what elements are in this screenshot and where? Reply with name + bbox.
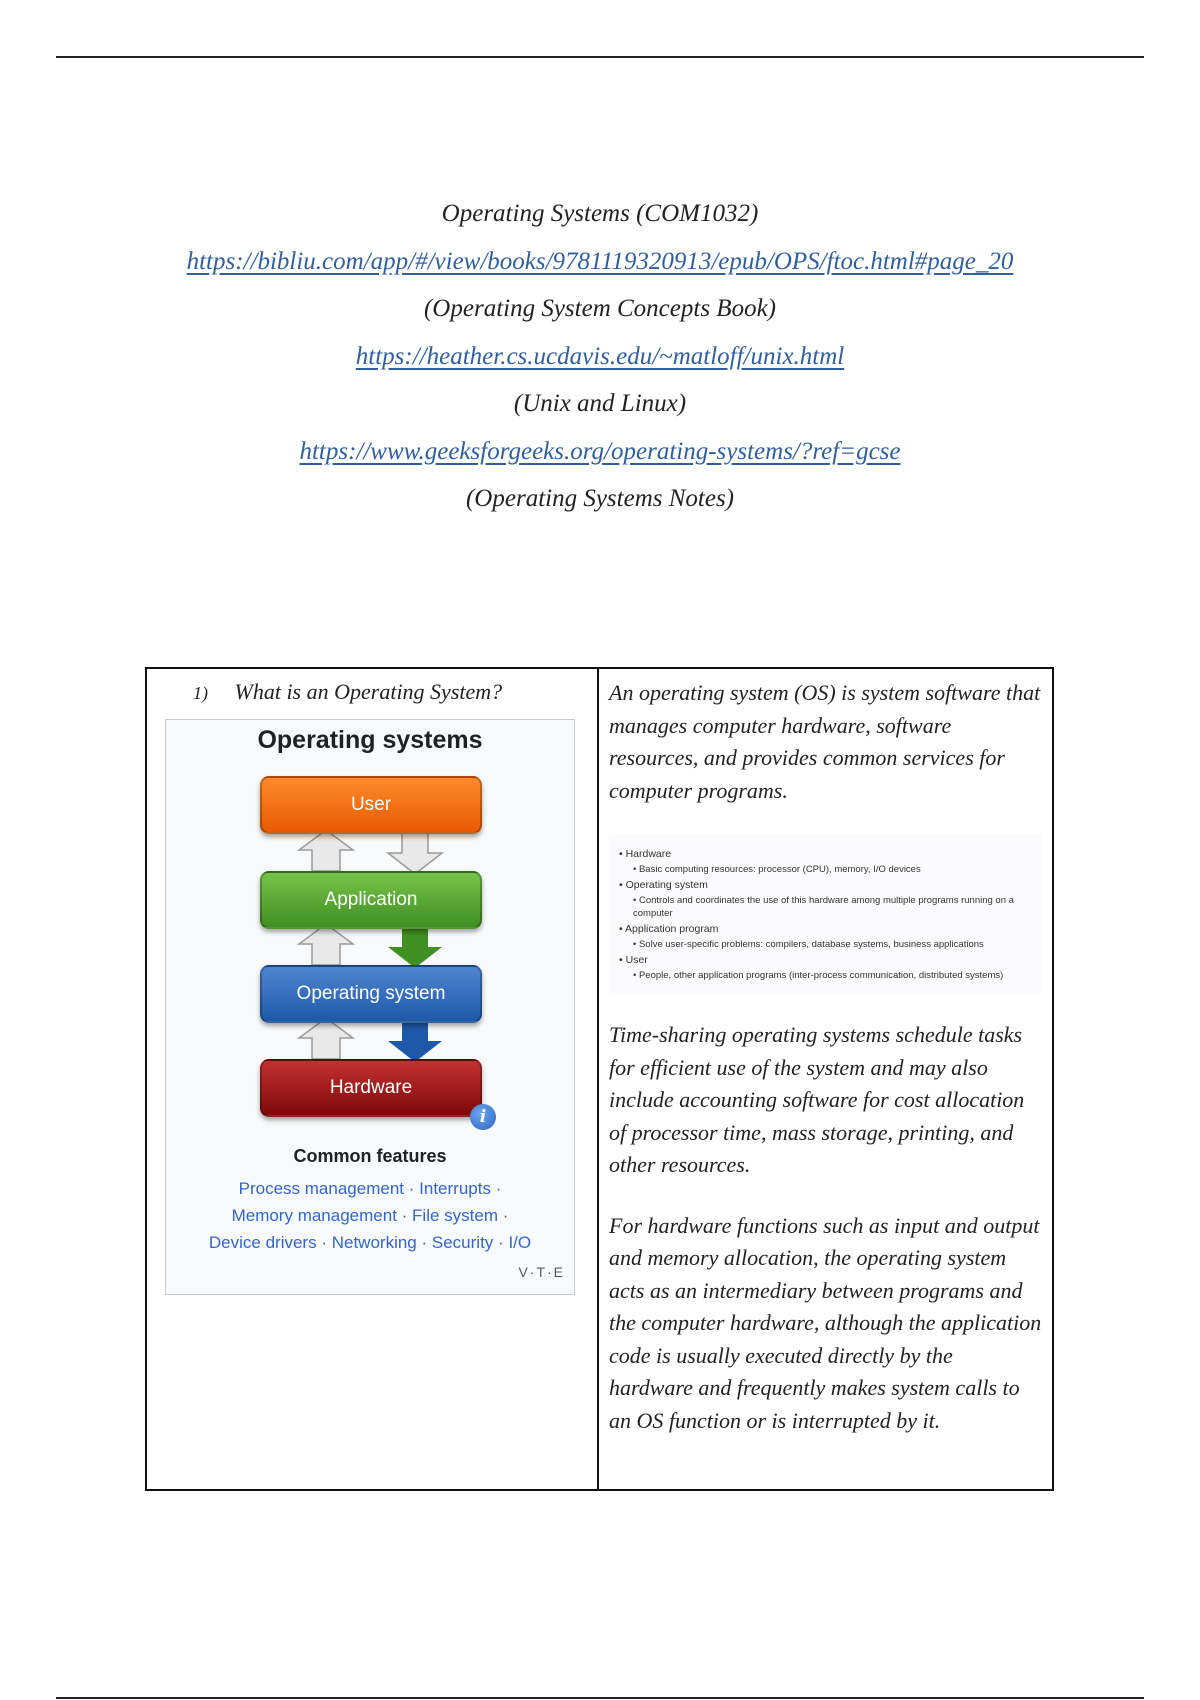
slide-sub-bullet: • Solve user-specific problems: compilers, database systems, business applications bbox=[633, 939, 984, 950]
feature-link[interactable]: Networking bbox=[331, 1233, 417, 1252]
feature-link[interactable]: I/O bbox=[508, 1233, 532, 1252]
content-table bbox=[145, 667, 1054, 1491]
slide-bullet: • Hardware bbox=[619, 848, 672, 860]
answer-cell bbox=[599, 669, 1052, 1489]
question-heading bbox=[193, 679, 502, 705]
slide-sub-bullet: • Basic computing resources: processor (CPU), memory, I/O devices bbox=[633, 864, 921, 875]
os-components-slide bbox=[609, 835, 1042, 993]
feature-link[interactable]: File system bbox=[412, 1206, 499, 1225]
common-features-links: Process management · Interrupts · Memory management · File system · Device drivers · Networking · Security · I/O bbox=[208, 1179, 532, 1252]
os-infobox bbox=[165, 719, 575, 1295]
common-features-title: Common features bbox=[293, 1146, 447, 1166]
slide-bullet: • Application program bbox=[619, 923, 719, 935]
book-link[interactable]: https://bibliu.com/app/#/view/books/9781119320913/epub/OPS/ftoc.html#page_20 bbox=[186, 247, 1014, 275]
feature-link[interactable]: Security bbox=[431, 1233, 494, 1252]
top-rule bbox=[56, 56, 1144, 58]
course-title: Operating Systems (COM1032) bbox=[441, 200, 759, 227]
feature-link[interactable]: Process management bbox=[238, 1179, 405, 1198]
answer-paragraph-3: For hardware functions such as input and output and memory allocation, the operating system acts as an intermediary between programs and the computer hardware, although the application code is usually executed directly by the hardware and frequently makes system calls to an OS function or is interrupted by it. bbox=[609, 1212, 1042, 1433]
question-number: 1) bbox=[193, 683, 208, 703]
notes-link[interactable]: https://www.geeksforgeeks.org/operating-systems/?ref=gcse bbox=[299, 437, 901, 465]
arrow-down-3 bbox=[388, 1021, 442, 1062]
unix-link-caption: (Unix and Linux) bbox=[513, 390, 687, 417]
arrow-up-1 bbox=[299, 830, 353, 871]
question-text: What is an Operating System? bbox=[234, 679, 503, 704]
slide-sub-bullet: • Controls and coordinates the use of this hardware among multiple programs running on a computer bbox=[633, 895, 1014, 919]
vte-links[interactable]: V·T·E bbox=[518, 1264, 565, 1280]
bottom-rule bbox=[56, 1697, 1144, 1699]
user-layer: User bbox=[260, 776, 482, 834]
info-icon[interactable]: i bbox=[470, 1104, 496, 1130]
question-cell bbox=[147, 669, 599, 1489]
arrow-up-2 bbox=[299, 924, 353, 965]
answer-paragraph-2: Time-sharing operating systems schedule tasks for efficient use of the system and may also include accounting software for cost allocation of processor time, mass storage, printing, and other resources. bbox=[609, 1022, 1025, 1177]
feature-link[interactable]: Interrupts bbox=[419, 1179, 491, 1198]
unix-link[interactable]: https://heather.cs.ucdavis.edu/~matloff/unix.html bbox=[355, 342, 845, 370]
arrow-down-1 bbox=[388, 832, 442, 874]
slide-sub-bullet: • People, other application programs (inter-process communication, distributed systems) bbox=[633, 970, 1004, 981]
infobox-title: Operating systems bbox=[257, 726, 483, 754]
arrow-up-3 bbox=[299, 1018, 353, 1059]
feature-link[interactable]: Device drivers bbox=[208, 1233, 317, 1252]
hardware-layer: Hardware bbox=[260, 1059, 482, 1117]
operating-system-layer: Operating system bbox=[260, 965, 482, 1023]
application-layer: Application bbox=[260, 871, 482, 929]
slide-bullet: • Operating system bbox=[619, 879, 708, 891]
feature-link[interactable]: Memory management bbox=[231, 1206, 397, 1225]
answer-paragraph-1: An operating system (OS) is system software that manages computer hardware, software resources, and provides common services for computer programs. bbox=[609, 680, 1041, 803]
header-block bbox=[0, 190, 1200, 523]
book-link-caption: (Operating System Concepts Book) bbox=[423, 295, 776, 322]
slide-bullet: • User bbox=[619, 954, 648, 966]
arrow-down-2 bbox=[388, 927, 442, 968]
notes-link-caption: (Operating Systems Notes) bbox=[465, 485, 735, 512]
